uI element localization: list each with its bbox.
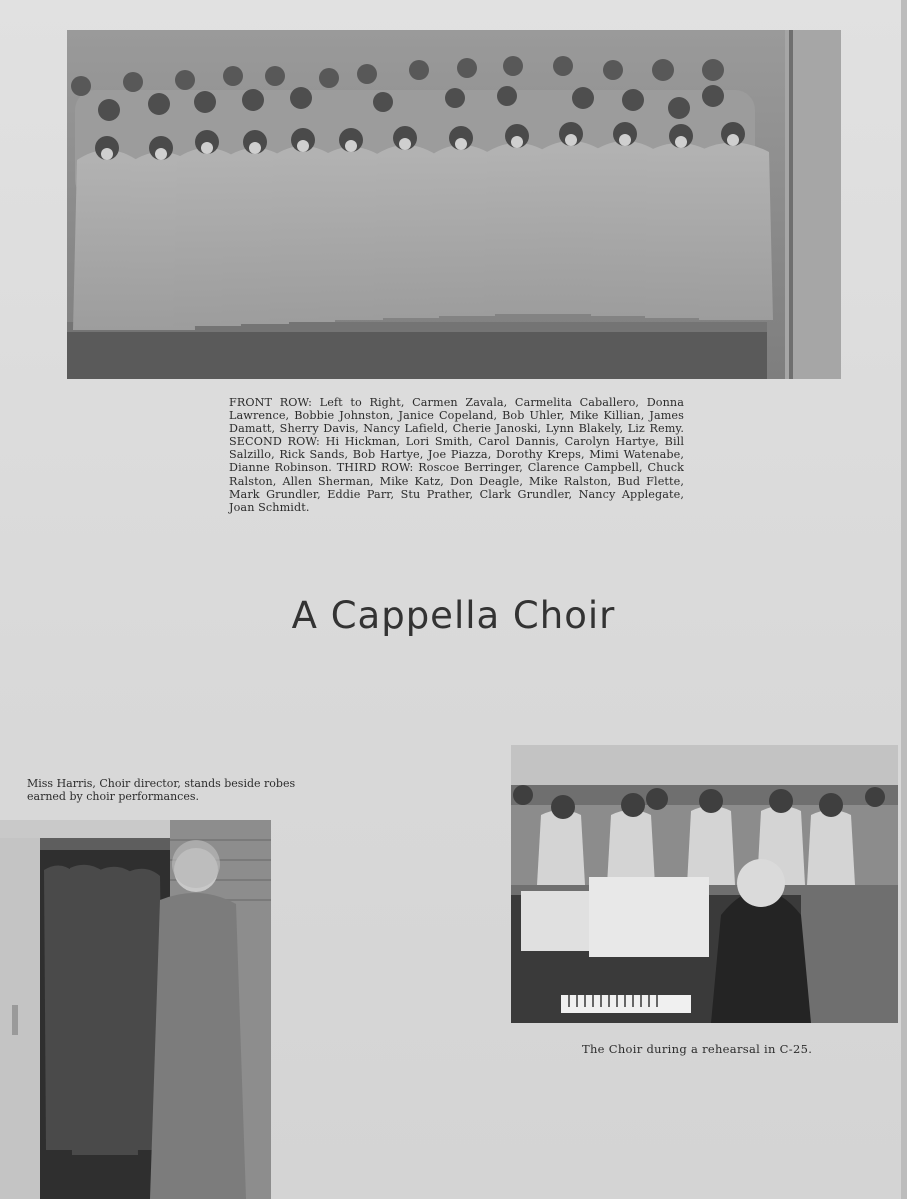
page-title: A Cappella Choir xyxy=(291,594,616,637)
rehearsal-illustration xyxy=(511,745,898,1023)
director-photo xyxy=(0,820,271,1199)
choir-group-photo xyxy=(67,30,841,379)
director-photo-caption: Miss Harris, Choir director, stands beside robes earned by choir performances. xyxy=(27,777,296,803)
director-illustration xyxy=(0,820,271,1199)
rehearsal-photo-caption: The Choir during a rehearsal in C-25. xyxy=(582,1042,813,1056)
choir-group-illustration xyxy=(67,30,841,379)
group-photo-caption: FRONT ROW: Left to Right, Carmen Zavala, Carmelita Caballero, Donna Lawrence, Bobbie Johnston, Janice Copeland, Bob Uhler, Mike Killian, James Damatt, Sherry Davis, Nancy Lafield, Cherie Janoski, Lynn Blakely, Liz Remy. SECOND ROW: Hi Hickman, Lori Smith, Carol Dannis, Carolyn Hartye, Bill Salzillo, Rick Sands, Bob Hartye, Joe Piazza, Dorothy Kreps, Mimi Watenabe, Dianne Robinson. THIRD ROW: Roscoe Berringer, Clarence Campbell, Chuck Ralston, Allen Sherman, Mike Katz, Don Deagle, Mike Ralston, Bud Flette, Mark Grundler, Eddie Parr, Stu Prather, Clark Grundler, Nancy Applegate, Joan Schmidt. xyxy=(229,396,684,514)
rehearsal-photo xyxy=(511,745,898,1023)
